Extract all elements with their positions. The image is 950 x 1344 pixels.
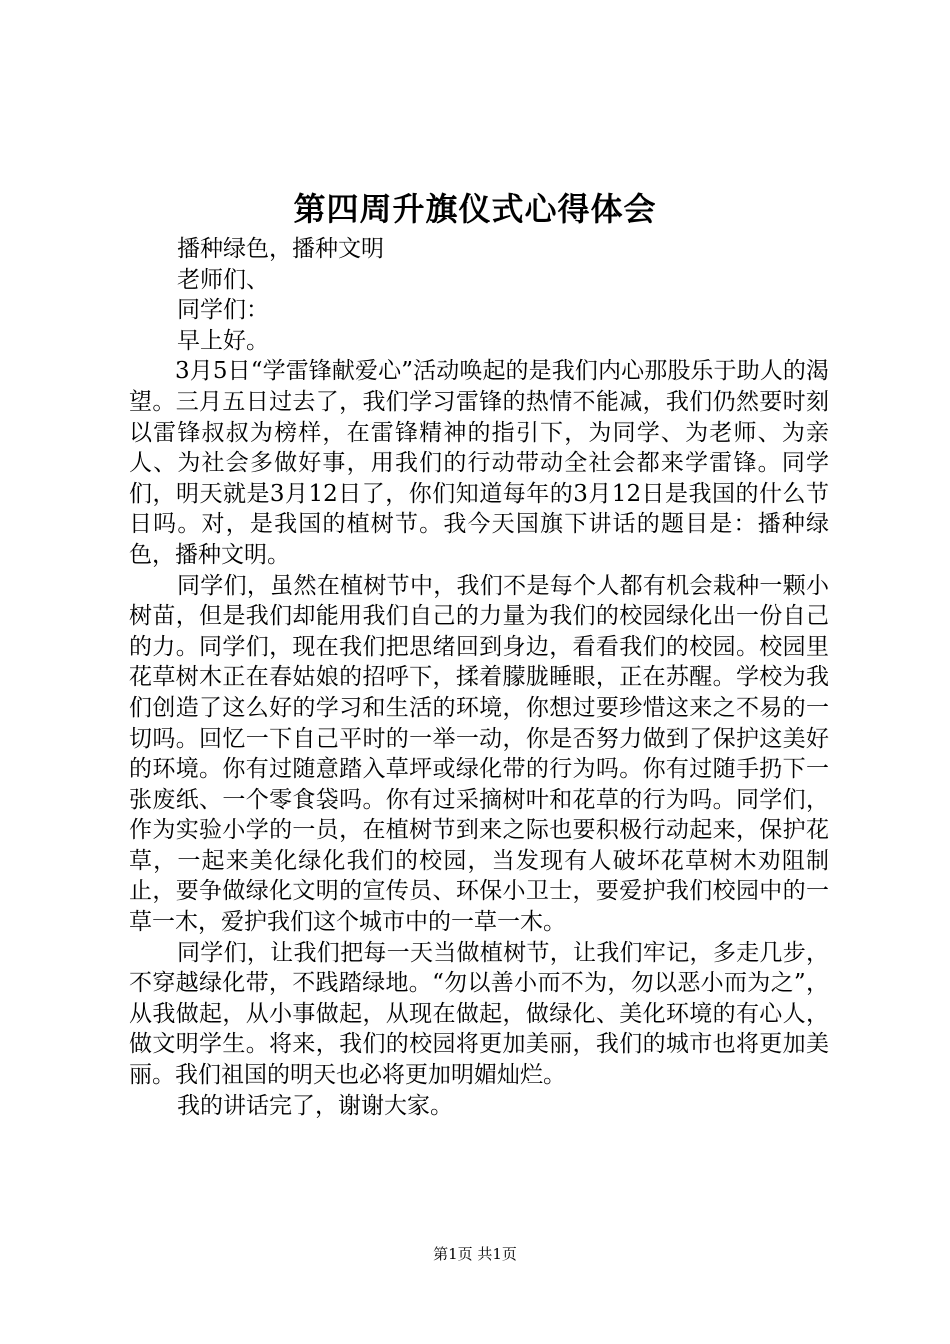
paragraph-closing: 我的讲话完了，谢谢大家。 bbox=[177, 1092, 453, 1119]
paragraph-good-morning: 早上好。 bbox=[177, 327, 269, 354]
paragraph-campus: 同学们，虽然在植树节中，我们不是每个人都有机会栽种一颗小树苗，但是我们却能用我们自己的力量为我们的校园绿化出一份自己的力。同学们，现在我们把思绪回到身边，看看我们的校园。校园里花草树木正在春姑娘的招呼下，揉着朦胧睡眼，正在苏醒。学校为我们创造了这么好的学习和生活的环境，你想过要珍惜这来之不易的一切吗。回忆一下自己平时的一举一动，你是否努力做到了保护这美好的环境。你有过随意踏入草坪或绿化带的行为吗。你有过随手扔下一张废纸、一个零食袋吗。你有过采摘树叶和花草的行为吗。同学们，作为实验小学的一员，在植树节到来之际也要积极行动起来，保护花草，一起来美化绿化我们的校园，当发现有人破坏花草树木劝阻制止，要争做绿化文明的宣传员、环保小卫士，要爱护我们校园中的一草一木，爱护我们这个城市中的一草一木。 bbox=[129, 572, 829, 936]
page-footer: 第1页 共1页 bbox=[433, 1245, 517, 1263]
document-title: 第四周升旗仪式心得体会 bbox=[293, 190, 657, 228]
paragraph-call-to-action: 同学们，让我们把每一天当做植树节，让我们牢记，多走几步，不穿越绿化带，不践踏绿地。“勿以善小而不为，勿以恶小而为之”，从我做起，从小事做起，从现在做起，做绿化、美化环境的有心人，做文明学生。将来，我们的校园将更加美丽，我们的城市也将更加美丽。我们祖国的明天也必将更加明媚灿烂。 bbox=[129, 939, 829, 1089]
document-body bbox=[129, 234, 829, 1121]
paragraph-greeting-teachers: 老师们、 bbox=[177, 266, 269, 293]
paragraph-intro: 3月5日“学雷锋献爱心”活动唤起的是我们内心那股乐于助人的渴望。三月五日过去了，我们学习雷锋的热情不能减，我们仍然要时刻以雷锋叔叔为榜样，在雷锋精神的指引下，为同学、为老师、为亲人、为社会多做好事，用我们的行动带动全社会都来学雷锋。同学们，明天就是3月12日了，你们知道每年的3月12日是我国的什么节日吗。对，是我国的植树节。我今天国旗下讲话的题目是：播种绿色，播种文明。 bbox=[129, 358, 829, 568]
paragraph-subtitle: 播种绿色，播种文明 bbox=[177, 236, 384, 262]
paragraph-greeting-students: 同学们： bbox=[177, 297, 269, 324]
